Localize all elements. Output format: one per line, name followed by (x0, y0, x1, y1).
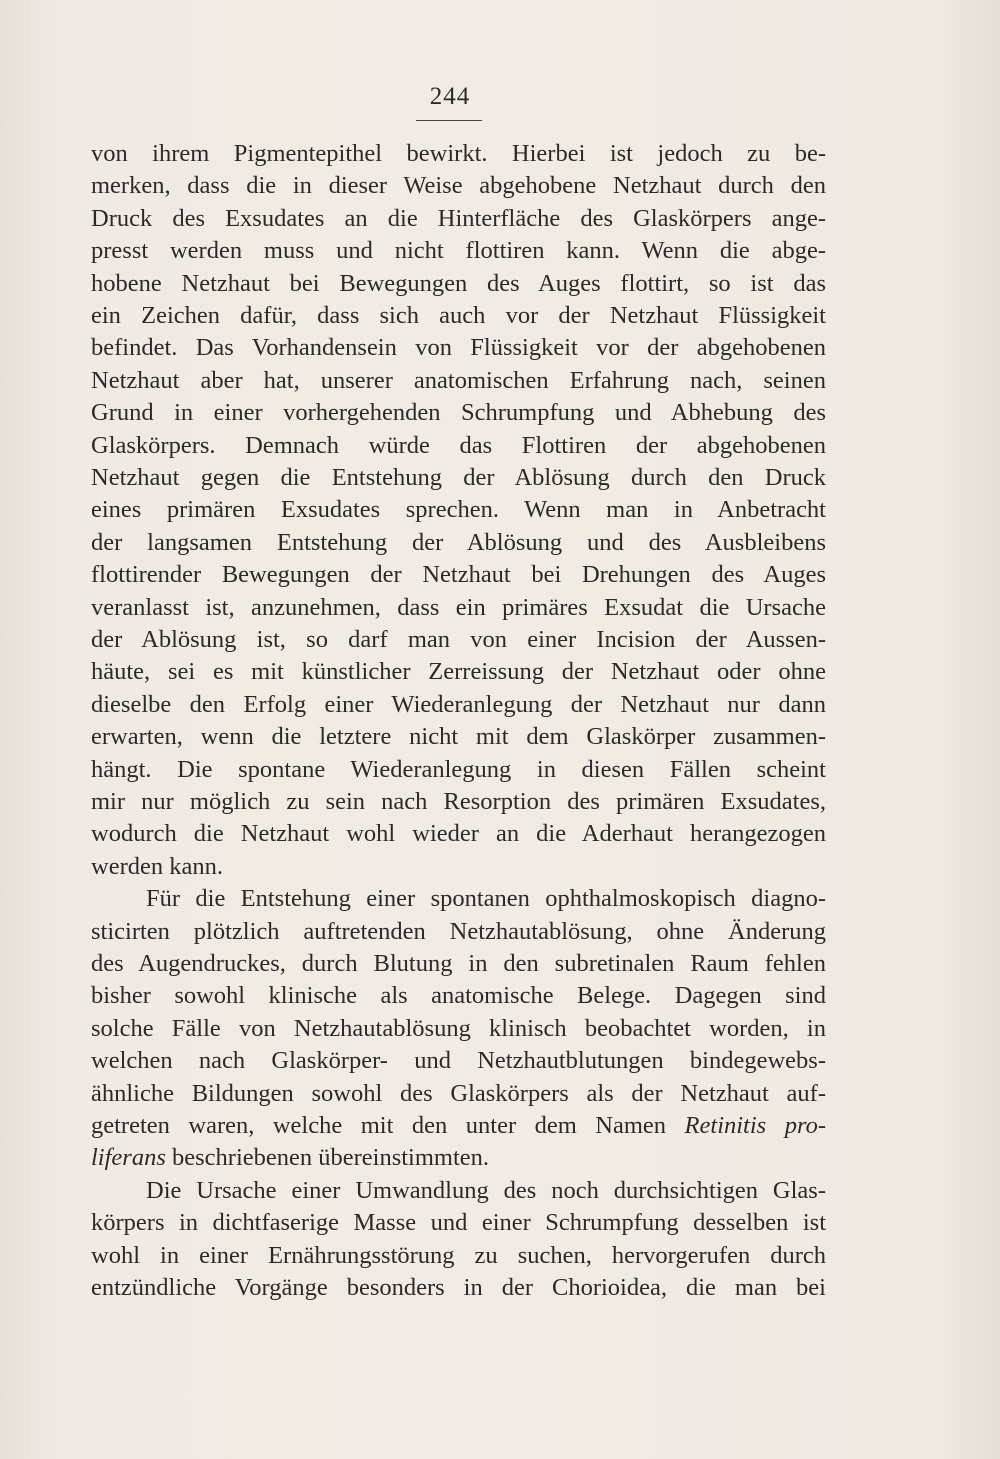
text-line (91, 331, 826, 364)
line-text: Die Ursache einer Umwandlung des noch durchsichtigen Glas- (146, 1176, 826, 1204)
line-text: körpers in dichtfaserige Masse und einer Schrumpfung desselben ist (91, 1209, 826, 1237)
text-line (91, 1239, 826, 1272)
line-text: Für die Entstehung einer spontanen ophthalmoskopisch diagno- (146, 885, 826, 913)
text-line (91, 364, 826, 397)
text-line (91, 461, 826, 494)
line-text: sticirten plötzlich auftretenden Netzhautablösung, ohne Änderung (91, 917, 826, 945)
line-text: ähnliche Bildungen sowohl des Glaskörpers als der Netzhaut auf- (91, 1079, 826, 1107)
text-line (91, 1077, 826, 1110)
line-text: bisher sowohl klinische als anatomische Belege. Dagegen sind (91, 982, 826, 1010)
text-line (91, 591, 826, 624)
text-line (91, 493, 826, 526)
text-line (91, 137, 826, 170)
line-text: befindet. Das Vorhandensein von Flüssigkeit vor der abgehobenen (91, 334, 826, 362)
line-text: solche Fälle von Netzhautablösung klinisch beobachtet worden, in (91, 1014, 826, 1042)
line-text: merken, dass die in dieser Weise abgehobene Netzhaut durch den (91, 172, 826, 200)
text-line (91, 396, 826, 429)
text-line (91, 979, 826, 1012)
text-line (91, 785, 826, 818)
text-line (91, 429, 826, 462)
text-line (91, 915, 826, 948)
text-line (91, 947, 826, 980)
line-text: eines primären Exsudates sprechen. Wenn man in Anbetracht (91, 496, 826, 524)
text-line (91, 1109, 826, 1142)
text-line (91, 688, 826, 721)
line-text: beschriebenen übereinstimmten. (172, 1144, 490, 1172)
text-line (91, 558, 826, 591)
text-line (91, 1271, 826, 1304)
line-text: ein Zeichen dafür, dass sich auch vor der Netzhaut Flüssigkeit (91, 302, 826, 329)
text-line (91, 202, 826, 235)
text-line (91, 720, 826, 753)
text-line (91, 655, 826, 688)
line-text: hobene Netzhaut bei Bewegungen des Auges flottirt, so ist das (91, 269, 826, 297)
text-line (91, 817, 826, 850)
page-number-rule (416, 120, 482, 121)
text-line (91, 526, 826, 559)
line-text: presst werden muss und nicht flottiren kann. Wenn die abge- (91, 237, 826, 265)
line-text: mir nur möglich zu sein nach Resorption des primären Exsudates, (91, 788, 826, 815)
italic-term: Retinitis pro- (684, 1112, 826, 1139)
text-line (91, 1012, 826, 1045)
line-text: Glaskörpers. Demnach würde das Flottiren der abgehobenen (91, 431, 826, 459)
text-line (91, 1044, 826, 1077)
line-text: getreten waren, welche mit den unter dem Namen (91, 1112, 667, 1139)
line-text: der langsamen Entstehung der Ablösung und des Ausbleibens (91, 528, 826, 556)
page-number: 244 (429, 83, 471, 110)
line-text: des Augendruckes, durch Blutung in den subretinalen Raum fehlen (91, 950, 826, 977)
line-text: Netzhaut aber hat, unserer anatomischen Erfahrung nach, seinen (91, 366, 826, 394)
text-line (91, 299, 826, 332)
line-text: welchen nach Glaskörper- und Netzhautblutungen bindegewebs- (91, 1047, 826, 1075)
text-line (146, 882, 826, 915)
line-text: hängt. Die spontane Wiederanlegung in diesen Fällen scheint (91, 755, 826, 783)
text-line (91, 234, 826, 267)
line-text: Druck des Exsudates an die Hinterfläche des Glaskörpers ange- (91, 204, 826, 232)
text-line (91, 1206, 826, 1239)
text-line (91, 623, 826, 656)
line-text: veranlasst ist, anzunehmen, dass ein primäres Exsudat die Ursache (91, 593, 826, 621)
line-text: Netzhaut gegen die Entstehung der Ablösung durch den Druck (91, 464, 826, 491)
line-text: Grund in einer vorhergehenden Schrumpfung und Abhebung des (91, 399, 826, 427)
text-line (91, 850, 826, 883)
line-text: flottirender Bewegungen der Netzhaut bei Drehungen des Auges (91, 561, 826, 589)
line-text: von ihrem Pigmentepithel bewirkt. Hierbei ist jedoch zu be- (91, 140, 826, 167)
line-text: erwarten, wenn die letztere nicht mit dem Glaskörper zusammen- (91, 723, 826, 751)
line-text: entzündliche Vorgänge besonders in der Chorioidea, die man bei (91, 1274, 826, 1301)
text-line (146, 1174, 826, 1207)
text-line (91, 753, 826, 786)
text-line (91, 169, 826, 202)
line-text: dieselbe den Erfolg einer Wiederanlegung der Netzhaut nur dann (91, 690, 826, 718)
line-text: häute, sei es mit künstlicher Zerreissung der Netzhaut oder ohne (91, 658, 826, 686)
line-text: der Ablösung ist, so darf man von einer Incision der Aussen- (91, 626, 826, 653)
italic-term: liferans (91, 1144, 166, 1172)
text-line (91, 1141, 826, 1174)
text-line (91, 267, 826, 300)
line-text: wohl in einer Ernährungsstörung zu suchen, hervorgerufen durch (91, 1241, 826, 1269)
line-text: werden kann. (91, 852, 223, 880)
line-text: wodurch die Netzhaut wohl wieder an die Aderhaut herangezogen (91, 820, 826, 848)
